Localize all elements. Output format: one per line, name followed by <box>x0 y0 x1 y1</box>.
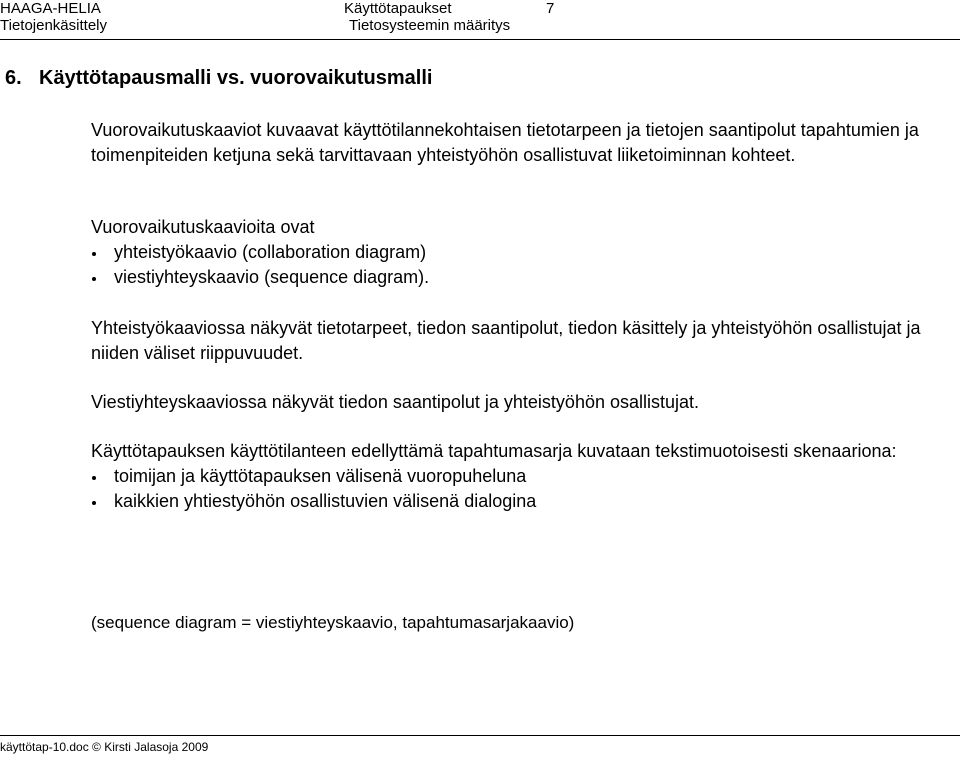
section-heading <box>0 66 432 90</box>
header-topic: Käyttötapaukset <box>344 0 452 17</box>
section-title: Käyttötapausmalli vs. vuorovaikutusmalli <box>39 67 433 89</box>
list-item: viestiyhteyskaavio (sequence diagram). <box>91 265 951 290</box>
paragraph-2-intro: Vuorovaikutuskaavioita ovat <box>91 217 315 237</box>
paragraph-3-text: Yhteistyökaaviossa näkyvät tietotarpeet, tiedon saantipolut, tiedon käsittely ja yhteistyöhön osallistujat ja niiden väliset riippuvuudet. <box>91 318 921 363</box>
list-item: yhteistyökaavio (collaboration diagram) <box>91 240 951 265</box>
footer-text: käyttötap-10.doc © Kirsti Jalasoja 2009 <box>0 740 209 754</box>
list-item: toimijan ja käyttötapauksen välisenä vuoropuheluna <box>91 464 951 489</box>
list-item: kaikkien yhtiestyöhön osallistuvien välisenä dialogina <box>91 489 951 514</box>
section-number: 6. <box>5 67 22 89</box>
note-text: (sequence diagram = viestiyhteyskaavio, tapahtumasarjakaavio) <box>91 613 575 632</box>
header-dept: Tietojenkäsittely <box>0 17 107 34</box>
header-org: HAAGA-HELIA <box>0 0 101 17</box>
paragraph-4-text: Viestiyhteyskaaviossa näkyvät tiedon saantipolut ja yhteistyöhön osallistujat. <box>91 392 700 412</box>
header-page-number: 7 <box>546 0 555 17</box>
paragraph-2 <box>91 215 951 290</box>
paragraph-1-text: Vuorovaikutuskaaviot kuvaavat käyttötilannekohtaisen tietotarpeen ja tietojen saantipolut tapahtumien ja toimenpiteiden ketjuna sekä tarvittavaan yhteistyöhön osallistuvat liiketoiminnan kohteet. <box>91 120 919 165</box>
paragraph-3 <box>91 316 951 366</box>
paragraph-1 <box>91 118 951 168</box>
header-course: Tietosysteemin määritys <box>349 17 511 34</box>
diagram-types-list <box>91 240 951 290</box>
paragraph-4 <box>91 390 951 415</box>
paragraph-5-intro: Käyttötapauksen käyttötilanteen edellyttämä tapahtumasarja kuvataan tekstimuotoisesti skenaariona: <box>91 441 897 461</box>
scenario-list <box>91 464 951 514</box>
paragraph-5 <box>91 439 951 514</box>
footer-divider <box>0 735 960 736</box>
note <box>91 610 951 635</box>
header-divider <box>0 39 960 40</box>
